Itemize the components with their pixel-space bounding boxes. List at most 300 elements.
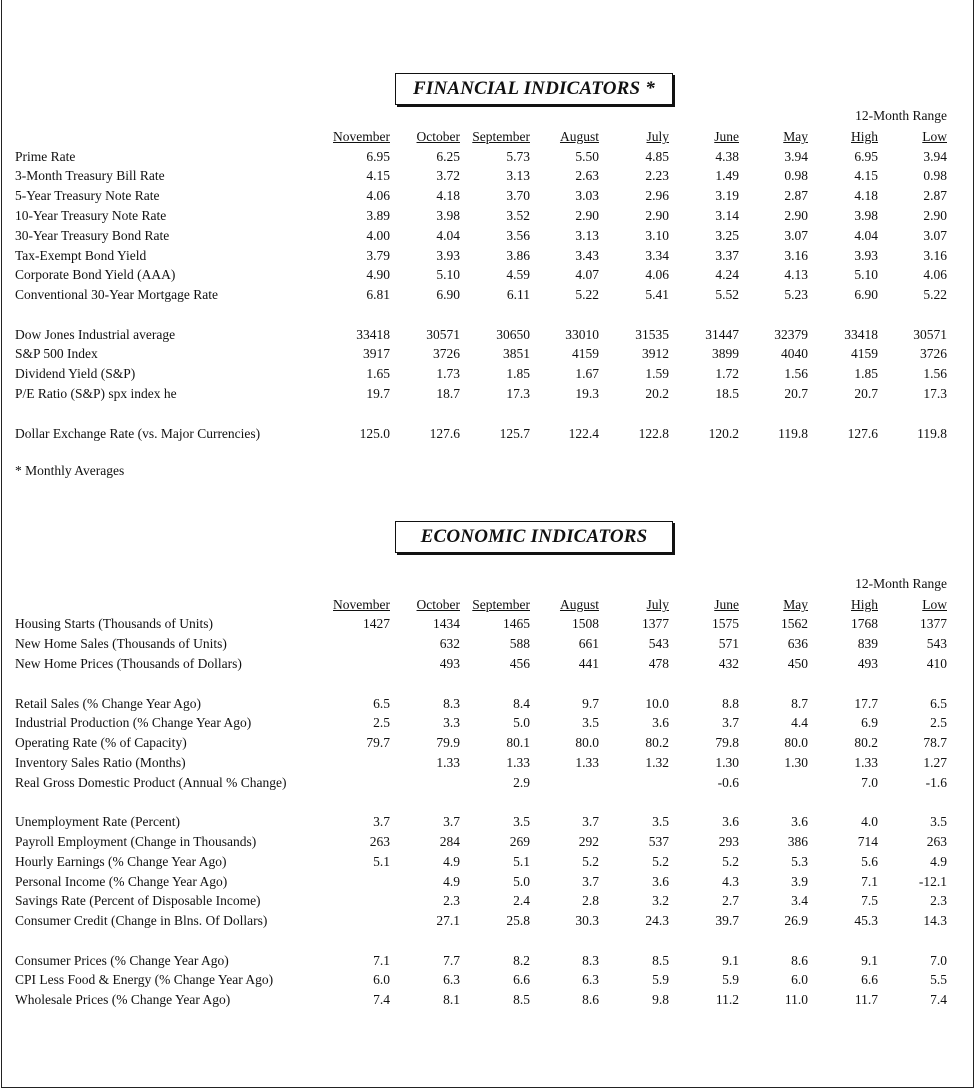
cell-value: 3.5 (513, 814, 530, 829)
cell-value: 5.52 (715, 287, 739, 302)
cell-value: 3.16 (784, 248, 808, 263)
cell-value: 3899 (712, 346, 739, 361)
cell-value: 10.0 (645, 696, 669, 711)
cell-value: 3.3 (443, 715, 460, 730)
cell-value: 7.0 (930, 953, 947, 968)
row-label: S&P 500 Index (15, 346, 98, 361)
cell-value: 3.25 (715, 228, 739, 243)
cell-value: 79.8 (715, 735, 739, 750)
cell-value: 1562 (781, 616, 808, 631)
cell-value: 122.4 (568, 426, 599, 441)
cell-value: 1768 (851, 616, 878, 631)
cell-value: 571 (718, 636, 739, 651)
cell-value: 5.50 (575, 149, 599, 164)
cell-value: 4.9 (443, 854, 460, 869)
cell-value: 6.81 (366, 287, 390, 302)
cell-value: 9.7 (582, 696, 599, 711)
cell-value: 1377 (642, 616, 669, 631)
cell-value: 30571 (913, 327, 947, 342)
row-label: Payroll Employment (Change in Thousands) (15, 834, 257, 849)
cell-value: 9.1 (861, 953, 878, 968)
cell-value: 119.8 (917, 426, 947, 441)
row-label: Corporate Bond Yield (AAA) (15, 267, 176, 282)
cell-value: 3.9 (791, 874, 808, 889)
cell-value: 1.33 (436, 755, 460, 770)
cell-value: 4.9 (443, 874, 460, 889)
cell-value: 119.8 (778, 426, 808, 441)
cell-value: 6.95 (854, 149, 878, 164)
row-label: Inventory Sales Ratio (Months) (15, 755, 186, 770)
cell-value: 2.23 (645, 168, 669, 183)
cell-value: 3.52 (506, 208, 530, 223)
cell-value: 30.3 (575, 913, 599, 928)
cell-value: 4.0 (861, 814, 878, 829)
cell-value: 11.7 (854, 992, 878, 1007)
cell-value: 4.24 (715, 267, 739, 282)
cell-value: 8.2 (513, 953, 530, 968)
cell-value: 5.1 (373, 854, 390, 869)
cell-value: 5.9 (722, 972, 739, 987)
cell-value: 6.90 (436, 287, 460, 302)
cell-value: 5.2 (722, 854, 739, 869)
cell-value: 5.73 (506, 149, 530, 164)
cell-value: 5.22 (575, 287, 599, 302)
cell-value: 3.6 (722, 814, 739, 829)
row-label: Hourly Earnings (% Change Year Ago) (15, 854, 227, 869)
cell-value: 7.1 (861, 874, 878, 889)
cell-value: 2.3 (443, 893, 460, 908)
cell-value: 1.30 (784, 755, 808, 770)
cell-value: 3.70 (506, 188, 530, 203)
cell-value: 3.93 (436, 248, 460, 263)
column-header: High (851, 597, 878, 612)
cell-value: 2.63 (575, 168, 599, 183)
cell-value: 3.03 (575, 188, 599, 203)
cell-value: 9.1 (722, 953, 739, 968)
cell-value: 17.3 (506, 386, 530, 401)
row-label: CPI Less Food & Energy (% Change Year Ago) (15, 972, 274, 987)
cell-value: 3.98 (436, 208, 460, 223)
cell-value: 588 (509, 636, 530, 651)
cell-value: 4159 (572, 346, 599, 361)
row-label: Personal Income (% Change Year Ago) (15, 874, 228, 889)
cell-value: 45.3 (854, 913, 878, 928)
cell-value: 78.7 (923, 735, 947, 750)
cell-value: 20.7 (784, 386, 808, 401)
cell-value: 2.96 (645, 188, 669, 203)
cell-value: 32379 (774, 327, 808, 342)
cell-value: 4.9 (930, 854, 947, 869)
row-label: Tax-Exempt Bond Yield (15, 248, 147, 263)
cell-value: 450 (787, 656, 808, 671)
cell-value: 8.7 (791, 696, 808, 711)
cell-value: 1465 (503, 616, 530, 631)
cell-value: 3.5 (930, 814, 947, 829)
cell-value: 2.7 (722, 893, 739, 908)
cell-value: 2.8 (582, 893, 599, 908)
cell-value: 1.27 (923, 755, 947, 770)
cell-value: 1.85 (506, 366, 530, 381)
cell-value: 1434 (433, 616, 460, 631)
row-label: Industrial Production (% Change Year Ago) (15, 715, 252, 730)
cell-value: 263 (926, 834, 947, 849)
cell-value: 7.4 (373, 992, 390, 1007)
column-header: September (472, 597, 530, 612)
cell-value: 5.3 (791, 854, 808, 869)
cell-value: 120.2 (708, 426, 739, 441)
cell-value: 3.07 (784, 228, 808, 243)
cell-value: 9.8 (652, 992, 669, 1007)
column-header: May (783, 597, 808, 612)
cell-value: 3.72 (436, 168, 460, 183)
cell-value: 4.4 (791, 715, 808, 730)
cell-value: 1427 (363, 616, 390, 631)
cell-value: 19.7 (366, 386, 390, 401)
cell-value: 6.6 (861, 972, 878, 987)
cell-value: 125.7 (499, 426, 530, 441)
column-header: Low (922, 129, 947, 144)
cell-value: 269 (509, 834, 530, 849)
cell-value: 4.90 (366, 267, 390, 282)
cell-value: 2.90 (645, 208, 669, 223)
cell-value: 30571 (426, 327, 460, 342)
row-label: New Home Prices (Thousands of Dollars) (15, 656, 242, 671)
cell-value: 3.7 (582, 874, 599, 889)
column-header: High (851, 129, 878, 144)
cell-value: 3.7 (722, 715, 739, 730)
column-header: November (333, 129, 390, 144)
cell-value: 3.6 (652, 715, 669, 730)
cell-value: 79.9 (436, 735, 460, 750)
cell-value: 3.4 (791, 893, 808, 908)
cell-value: 4.85 (645, 149, 669, 164)
cell-value: 7.0 (861, 775, 878, 790)
cell-value: 17.3 (923, 386, 947, 401)
cell-value: 5.0 (513, 874, 530, 889)
cell-value: 79.7 (366, 735, 390, 750)
range-label: 12-Month Range (855, 576, 947, 591)
cell-value: 1.33 (575, 755, 599, 770)
report-page (1, 0, 974, 1088)
cell-value: 26.9 (784, 913, 808, 928)
cell-value: 1.73 (436, 366, 460, 381)
cell-value: 80.0 (575, 735, 599, 750)
row-label: 3-Month Treasury Bill Rate (15, 168, 165, 183)
column-header: Low (922, 597, 947, 612)
cell-value: 5.9 (652, 972, 669, 987)
cell-value: 24.3 (645, 913, 669, 928)
cell-value: 5.5 (930, 972, 947, 987)
cell-value: 3.86 (506, 248, 530, 263)
column-header: November (333, 597, 390, 612)
column-header: September (472, 129, 530, 144)
cell-value: 5.10 (436, 267, 460, 282)
cell-value: 8.5 (513, 992, 530, 1007)
economic-indicators-title: ECONOMIC INDICATORS (395, 521, 673, 553)
cell-value: 661 (578, 636, 599, 651)
cell-value: 543 (926, 636, 947, 651)
cell-value: 543 (648, 636, 669, 651)
cell-value: 8.6 (791, 953, 808, 968)
row-label: Dollar Exchange Rate (vs. Major Currencies) (15, 426, 261, 441)
cell-value: 493 (439, 656, 460, 671)
row-label: Retail Sales (% Change Year Ago) (15, 696, 201, 711)
cell-value: 3.16 (923, 248, 947, 263)
footnote: * Monthly Averages (15, 463, 125, 478)
cell-value: 6.3 (443, 972, 460, 987)
cell-value: 3.2 (652, 893, 669, 908)
cell-value: 3.37 (715, 248, 739, 263)
cell-value: 2.90 (575, 208, 599, 223)
cell-value: 5.2 (582, 854, 599, 869)
row-label: New Home Sales (Thousands of Units) (15, 636, 227, 651)
cell-value: 3.07 (923, 228, 947, 243)
cell-value: 4.06 (366, 188, 390, 203)
cell-value: 3.7 (582, 814, 599, 829)
cell-value: 14.3 (923, 913, 947, 928)
cell-value: -1.6 (925, 775, 947, 790)
cell-value: 18.7 (436, 386, 460, 401)
row-label: P/E Ratio (S&P) spx index he (15, 386, 177, 401)
cell-value: 3.14 (715, 208, 739, 223)
cell-value: 4.59 (506, 267, 530, 282)
cell-value: 8.4 (513, 696, 530, 711)
cell-value: 4.15 (366, 168, 390, 183)
cell-value: 8.5 (652, 953, 669, 968)
cell-value: -0.6 (717, 775, 739, 790)
cell-value: 27.1 (436, 913, 460, 928)
cell-value: 0.98 (784, 168, 808, 183)
cell-value: 3.7 (443, 814, 460, 829)
cell-value: 5.41 (645, 287, 669, 302)
cell-value: 636 (787, 636, 808, 651)
cell-value: 456 (509, 656, 530, 671)
column-header: August (559, 129, 599, 144)
cell-value: 1.33 (854, 755, 878, 770)
cell-value: 386 (787, 834, 808, 849)
cell-value: 5.6 (861, 854, 878, 869)
cell-value: 8.3 (582, 953, 599, 968)
cell-value: 2.3 (930, 893, 947, 908)
cell-value: 8.6 (582, 992, 599, 1007)
cell-value: 3.94 (923, 149, 947, 164)
cell-value: 3917 (363, 346, 390, 361)
row-label: Housing Starts (Thousands of Units) (15, 616, 213, 631)
column-header: July (646, 129, 669, 144)
row-label: Consumer Prices (% Change Year Ago) (15, 953, 229, 968)
cell-value: 4.13 (784, 267, 808, 282)
cell-value: 2.90 (784, 208, 808, 223)
column-header: October (416, 597, 460, 612)
cell-value: 31447 (705, 327, 739, 342)
cell-value: 3.10 (645, 228, 669, 243)
cell-value: 2.90 (923, 208, 947, 223)
cell-value: 31535 (635, 327, 669, 342)
cell-value: 127.6 (429, 426, 460, 441)
cell-value: 537 (648, 834, 669, 849)
cell-value: 1.56 (784, 366, 808, 381)
cell-value: 7.7 (443, 953, 460, 968)
cell-value: 4.18 (854, 188, 878, 203)
cell-value: 80.0 (784, 735, 808, 750)
cell-value: 292 (578, 834, 599, 849)
cell-value: 3.94 (784, 149, 808, 164)
column-header: June (714, 597, 739, 612)
cell-value: 3.5 (652, 814, 669, 829)
cell-value: -12.1 (918, 874, 947, 889)
cell-value: 7.4 (930, 992, 947, 1007)
cell-value: 8.3 (443, 696, 460, 711)
cell-value: 30650 (496, 327, 530, 342)
cell-value: 1.59 (645, 366, 669, 381)
cell-value: 80.2 (645, 735, 669, 750)
cell-value: 80.2 (854, 735, 878, 750)
cell-value: 122.8 (638, 426, 669, 441)
cell-value: 3.13 (506, 168, 530, 183)
financial-indicators-title: FINANCIAL INDICATORS * (395, 73, 673, 105)
cell-value: 293 (718, 834, 739, 849)
cell-value: 1508 (572, 616, 599, 631)
cell-value: 3.93 (854, 248, 878, 263)
cell-value: 4.00 (366, 228, 390, 243)
cell-value: 2.87 (784, 188, 808, 203)
cell-value: 19.3 (575, 386, 599, 401)
row-label: Real Gross Domestic Product (Annual % Change) (15, 775, 287, 790)
row-label: Consumer Credit (Change in Blns. Of Dollars) (15, 913, 268, 928)
row-label: Prime Rate (15, 149, 76, 164)
cell-value: 1.33 (506, 755, 530, 770)
column-header: June (714, 129, 739, 144)
cell-value: 7.1 (373, 953, 390, 968)
cell-value: 493 (857, 656, 878, 671)
cell-value: 6.0 (373, 972, 390, 987)
row-label: 10-Year Treasury Note Rate (15, 208, 167, 223)
cell-value: 3.34 (645, 248, 669, 263)
row-label: 30-Year Treasury Bond Rate (15, 228, 170, 243)
cell-value: 632 (439, 636, 460, 651)
cell-value: 5.23 (784, 287, 808, 302)
cell-value: 2.4 (513, 893, 530, 908)
cell-value: 8.1 (443, 992, 460, 1007)
cell-value: 3726 (433, 346, 460, 361)
cell-value: 1.65 (366, 366, 390, 381)
cell-value: 6.5 (930, 696, 947, 711)
cell-value: 1.85 (854, 366, 878, 381)
cell-value: 6.11 (506, 287, 530, 302)
range-label: 12-Month Range (855, 108, 947, 123)
cell-value: 4159 (851, 346, 878, 361)
cell-value: 127.6 (847, 426, 878, 441)
cell-value: 3.7 (373, 814, 390, 829)
cell-value: 3.6 (791, 814, 808, 829)
cell-value: 2.5 (373, 715, 390, 730)
cell-value: 1.72 (715, 366, 739, 381)
cell-value: 80.1 (506, 735, 530, 750)
cell-value: 1.56 (923, 366, 947, 381)
cell-value: 125.0 (359, 426, 390, 441)
column-header: August (559, 597, 599, 612)
row-label: Operating Rate (% of Capacity) (15, 735, 187, 750)
cell-value: 4.07 (575, 267, 599, 282)
cell-value: 4.04 (436, 228, 460, 243)
cell-value: 1.30 (715, 755, 739, 770)
cell-value: 11.0 (784, 992, 808, 1007)
cell-value: 6.90 (854, 287, 878, 302)
cell-value: 33418 (844, 327, 878, 342)
cell-value: 6.25 (436, 149, 460, 164)
cell-value: 5.22 (923, 287, 947, 302)
cell-value: 2.9 (513, 775, 530, 790)
cell-value: 5.0 (513, 715, 530, 730)
cell-value: 263 (369, 834, 390, 849)
cell-value: 478 (648, 656, 669, 671)
cell-value: 39.7 (715, 913, 739, 928)
cell-value: 1.67 (575, 366, 599, 381)
cell-value: 4.3 (722, 874, 739, 889)
row-label: 5-Year Treasury Note Rate (15, 188, 160, 203)
cell-value: 6.9 (861, 715, 878, 730)
cell-value: 4.04 (854, 228, 878, 243)
cell-value: 839 (857, 636, 878, 651)
cell-value: 3.89 (366, 208, 390, 223)
cell-value: 3.79 (366, 248, 390, 263)
cell-value: 5.2 (652, 854, 669, 869)
cell-value: 6.95 (366, 149, 390, 164)
cell-value: 3.98 (854, 208, 878, 223)
cell-value: 33010 (565, 327, 599, 342)
cell-value: 714 (857, 834, 878, 849)
cell-value: 5.10 (854, 267, 878, 282)
cell-value: 4.15 (854, 168, 878, 183)
cell-value: 3.56 (506, 228, 530, 243)
cell-value: 3.13 (575, 228, 599, 243)
cell-value: 7.5 (861, 893, 878, 908)
cell-value: 2.87 (923, 188, 947, 203)
cell-value: 3.5 (582, 715, 599, 730)
cell-value: 3726 (920, 346, 947, 361)
cell-value: 3.43 (575, 248, 599, 263)
cell-value: 8.8 (722, 696, 739, 711)
cell-value: 441 (578, 656, 599, 671)
cell-value: 1.32 (645, 755, 669, 770)
cell-value: 6.6 (513, 972, 530, 987)
cell-value: 33418 (356, 327, 390, 342)
cell-value: 5.1 (513, 854, 530, 869)
cell-value: 410 (926, 656, 947, 671)
cell-value: 6.5 (373, 696, 390, 711)
row-label: Conventional 30-Year Mortgage Rate (15, 287, 218, 302)
column-header: October (416, 129, 460, 144)
row-label: Savings Rate (Percent of Disposable Income) (15, 893, 261, 908)
cell-value: 3.19 (715, 188, 739, 203)
cell-value: 4.18 (436, 188, 460, 203)
cell-value: 6.3 (582, 972, 599, 987)
column-header: July (646, 597, 669, 612)
row-label: Unemployment Rate (Percent) (15, 814, 180, 829)
cell-value: 3912 (642, 346, 669, 361)
cell-value: 18.5 (715, 386, 739, 401)
cell-value: 4.38 (715, 149, 739, 164)
cell-value: 0.98 (923, 168, 947, 183)
cell-value: 25.8 (506, 913, 530, 928)
cell-value: 20.2 (645, 386, 669, 401)
row-label: Wholesale Prices (% Change Year Ago) (15, 992, 231, 1007)
cell-value: 20.7 (854, 386, 878, 401)
cell-value: 4.06 (923, 267, 947, 282)
cell-value: 4040 (781, 346, 808, 361)
row-label: Dividend Yield (S&P) (15, 366, 136, 381)
cell-value: 1377 (920, 616, 947, 631)
